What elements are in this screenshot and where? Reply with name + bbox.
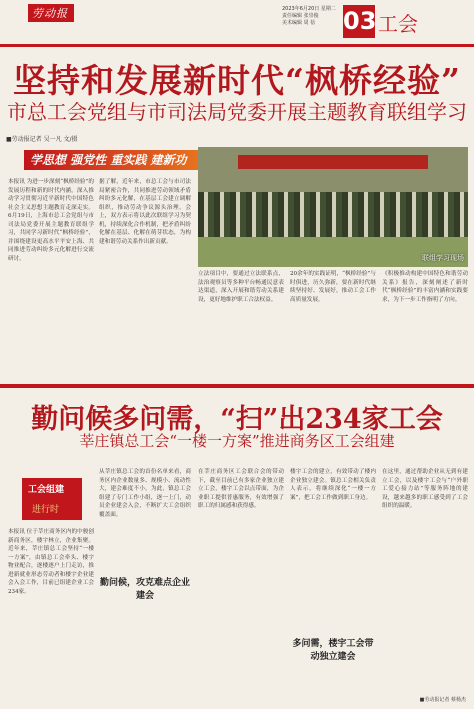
meeting-photo	[198, 147, 468, 267]
photo-caption: 联组学习现场	[422, 254, 464, 262]
section-divider	[0, 384, 474, 388]
article2-kicker-2: 多问需，楼宇工会带动独立建会	[292, 639, 374, 662]
article2-column-4-text: 楼宇工会的建立，有效带动了楼内企业独立建会。镇总工会相关负责人表示，将继续深化“一楼一方案”，把工会工作做到职工身边。	[290, 469, 376, 501]
photo-wall	[198, 147, 468, 192]
article1-column-4	[290, 270, 376, 378]
issue-art-editor: 美术编辑 周 蓓	[282, 20, 316, 26]
article2-column-5-text: 在这里，通过帮助企业从无到有建立工会，以及楼宇工会与“户外职工爱心接力站”等服务阵地的建设，越来越多的职工感受到了工会组织的温暖。	[382, 469, 468, 509]
article1-column-4-text: 20余年的实践证明，“枫桥经验”与时俱进，历久弥新，要在新时代继续坚持好、发展好，推动工会工作高质量发展。	[290, 271, 376, 303]
column-stamp	[22, 478, 82, 520]
article1-column-5	[382, 270, 468, 378]
article1-column-3	[198, 270, 284, 378]
logo-text: 劳动报	[32, 7, 68, 20]
article1-column-2-text: 据了解，近年来，市总工会与市司法局紧密合作，共同推进劳动领域矛盾纠纷多元化解，在基层工会建立调解组织，推动劳动争议源头治理。会上，双方表示将以此次联组学习为契机，持续深化合作机制，把矛盾纠纷化解在基层、化解在萌芽状态，为构建和谐劳动关系作出新贡献。	[99, 179, 191, 245]
article2-headline[interactable]: 勤问候多问需，“扫”出234家工会	[31, 404, 443, 435]
article2-column-1-text: 本报讯 位于莘庄商务区内的中骏创新商务区，楼宇林立，企业集聚。近年来，莘庄镇总工会坚持“一楼一方案”，由镇总工会牵头、楼宇物业配合，逐楼逐户上门走访，推进新就业形态劳动者和楼宇企业建会入会工作，目前已组建企业工会234家。	[8, 529, 94, 595]
issue-date: 2023年6月20日 星期二	[282, 6, 336, 12]
article2-byline: ■劳动报记者 蔡杨杰	[419, 697, 466, 703]
article2-column-4	[290, 468, 376, 633]
article2-column-5	[382, 468, 468, 688]
article1-column-1	[8, 178, 94, 378]
article1-column-5-text: 《积极推动构建中国特色和谐劳动关系》报告，深刻阐述了新时代“枫桥经验”的丰富内涵和实践要求，为下一步工作指明了方向。	[382, 271, 468, 303]
stamp-subtitle: 进行时	[32, 505, 60, 515]
article1-byline: ■劳动报记者 吴一凡 文/摄	[6, 136, 78, 143]
newspaper-logo	[28, 4, 74, 22]
article2-subhead: 莘庄镇总工会“一楼一方案”推进商务区工会组建	[79, 432, 395, 450]
article2-column-2	[99, 468, 191, 572]
page-number: 03	[343, 5, 375, 38]
masthead	[0, 0, 474, 44]
article1-headline[interactable]: 坚持和发展新时代“枫桥经验”	[13, 61, 461, 100]
photo-banner	[238, 155, 428, 169]
article2-column-3-text: 在莘庄商务区工会联合会的带动下，截至目前已有多家企业独立建立工会，楼宇工会以点带面，为企业职工提供普惠服务，有效增强了职工的归属感和获得感。	[198, 469, 284, 509]
slogan-banner: 学思想 强党性 重实践 建新功	[24, 150, 200, 170]
section-title: 工会	[378, 12, 418, 36]
article1-subhead: 市总工会党组与市司法局党委开展主题教育联组学习	[7, 100, 467, 124]
stamp-title: 工会组建	[28, 485, 65, 495]
article1-column-1-text: 本报讯 为进一步深刻“枫桥经验”的发展历程和新的时代内涵，深入推动学习贯彻习近平新时代中国特色社会主义思想主题教育走深走实。6月19日，上海市总工会党组与市司法局党委开展主题教育联组学习，共同学习新时代“枫桥经验”，并围绕建设更高水平平安上海、共同推进劳动纠纷多元化解进行交流研讨。	[8, 179, 94, 262]
issue-meta	[282, 6, 336, 27]
article2-kicker-1: 勤问候，攻克难点企业建会	[99, 578, 190, 601]
article1-column-3-text: 立法项目中，要通过立法联系点，法治观察员等多种平台畅通民意表达渠道，深入开展和谐劳动关系建设，更好地维护职工合法权益。	[198, 271, 284, 303]
article2-column-1	[8, 528, 94, 696]
issue-editor: 责任编辑 张崇俊	[282, 13, 319, 19]
article2-column-2-text: 从莘庄镇总工会的首份名单来看，商务区内企业数量多、规模小、流动性大，建会难度不小。为此，镇总工会组建了专门工作小组，逐一上门，动员企业建会入会，不断扩大工会组织覆盖面。	[99, 469, 191, 518]
article1-column-2	[99, 178, 191, 378]
top-rule	[0, 44, 474, 47]
article2-column-3	[198, 468, 284, 696]
